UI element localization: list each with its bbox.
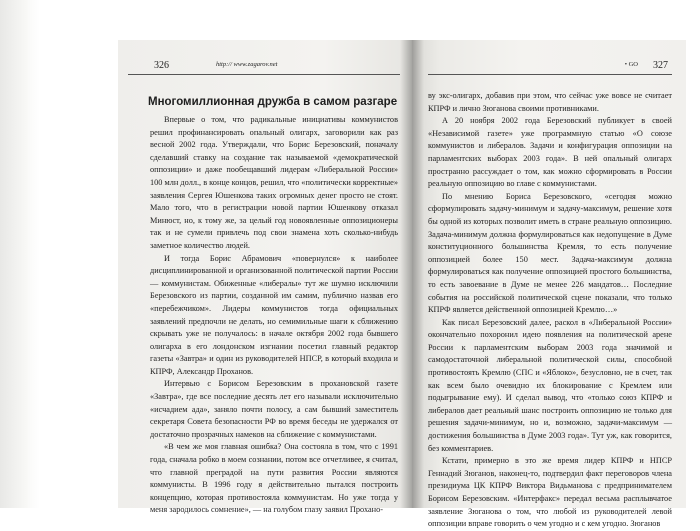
right-paragraph-4: Как писал Березовский далее, раскол в «Либеральной России» окончательно похоронил идею появления на политической арене России к парламентским выборам 2003 года значимой и самодостаточной либеральной политической силы, способной противостоять Кремлю (СПС и «Яблоко», безусловно, не в счет, так как всем было очевидно их блокирование с Кремлем или подыгрывание ему). И сделал вывод, что «только союз КПРФ и либералов дает реальный шанс построить оппозицию не только для решения задачи-минимум, но и, возможно, задачи-максимум — достижения большинства в Думе 2003 года». Тут уж, как говорится, без комментариев.: [428, 317, 672, 453]
left-paragraph-1: Впервые о том, что радикальные инициативы коммунистов решил профинансировать опальный олигарх, заговорили как раз весной 2002 года. Утверждали, что Борис Березовский, поначалу сделавший ставку на создание так называемой «демократической оппозиции» и даже пообещавший лидерам «Либеральной России» 100 млн долл., в конце концов, решил, что «политически корректные» заявления Сергея Юшенкова таких огромных денег просто не стоят. Мало того, что в регистрации новой партии Юшенкову отказал Минюст, но, к тому же, за целый год новоявленные оппозиционеры так и не сумели привлечь под свои знамена хоть сколько-нибудь заметное количество людей.: [150, 115, 398, 250]
right-paragraph-1: ву экс-олигарх, добавив при этом, что сейчас уже вовсе не считает КПРФ и лично Зюганова своими противниками.: [428, 91, 672, 113]
left-paragraph-3: Интервью с Борисом Березовским в прохановской газете «Завтра», где все последние десять лет его называли исключительно «исчадием ада», заняло почти полосу, а сам бывший заместитель секретаря Совета безопасности РФ во время беседы не удержался от достаточно прозрачных намеков на сближение с коммунистами.: [150, 379, 398, 439]
left-page-header: [128, 60, 400, 75]
right-paragraph-2: А 20 ноября 2002 года Березовский публикует в своей «Независимой газете» уже программную статью «О союзе коммунистов и либералов. Задачи и конфигурация оппозиции на парламентских выборах 2003 года». В ней опальный олигарх пространно рассуждает о том, как можно сформировать в России реальную оппозицию во главе с коммунистами.: [428, 116, 672, 189]
right-paragraph-3: По мнению Бориса Березовского, «сегодня можно сформулировать задачу-минимум и задачу-максимум, решение хотя бы одной из которых позволит иметь в стране реальную оппозицию. Задача-минимум должна формулироваться как недопущение в Думе конституционного большинства Кремля, то есть получение оппозицией более 150 мест. Задача-максимум должна формулироваться как получение оппозицией простого большинства, то есть завоевание в Думе не менее 226 мандатов… Последние события на российской политической сцене показали, что только КПРФ является действенной оппозицией Кремлю…»: [428, 191, 672, 315]
left-body-text: [150, 114, 398, 517]
header-mark: • GO: [624, 61, 638, 68]
right-page-number: 327: [653, 60, 668, 71]
right-paragraph-5: Кстати, примерно в это же время лидер КПРФ и НПСР Геннадий Зюганов, наконец-то, подтвердил факт переговоров члена президиума ЦК КПРФ Виктора Видьманова с предпринимателем Борисом Березовским. «Интерфакс» передал весьма расплывчатое заявление Зюганова о том, что любой из руководителей левой оппозиции вправе говорить о чем угодно и с кем угодно. Зюганов: [428, 456, 672, 529]
header-url: http:// www.zagarov.net: [216, 61, 278, 68]
background-edge: [0, 0, 28, 508]
right-body-text: [428, 90, 672, 531]
right-page-header: [428, 60, 672, 75]
left-page-number: 326: [154, 60, 169, 71]
book-gutter: [400, 40, 424, 508]
left-paragraph-4: «В чем же моя главная ошибка? Она состояла в том, что с 1991 года, сначала робко в моем сознании, потом все отчетливее, я считал, что главной преградой на пути развития России являются коммунисты. В 1996 году я действительно пытался построить концепцию, которая противостояла коммунистам. Но уже тогда у меня зародилось сомнение», — на голубом глазу заявил Прохано-: [150, 442, 398, 515]
left-paragraph-2: И тогда Борис Абрамович «повернулся» к наиболее дисциплинированной и организованной политической партии России — коммунистам. Обиженные «либералы» тут же шумно исключили Березовского из партии, созданной им самим, публично назвав его «перебежчиком». Лидеры коммунистов тогда официальных заявлений предпочли не делать, но семимильные шаги к сближению скрывать уже не получалось: в начале октября 2002 года бывшего олигарха в его лондонском изгнании посетил главный редактор газеты «Завтра» и один из руководителей НПСР, в который входила и КПРФ, Александр Проханов.: [150, 253, 398, 376]
section-title: Многомиллионная дружба в самом разгаре: [148, 96, 398, 108]
